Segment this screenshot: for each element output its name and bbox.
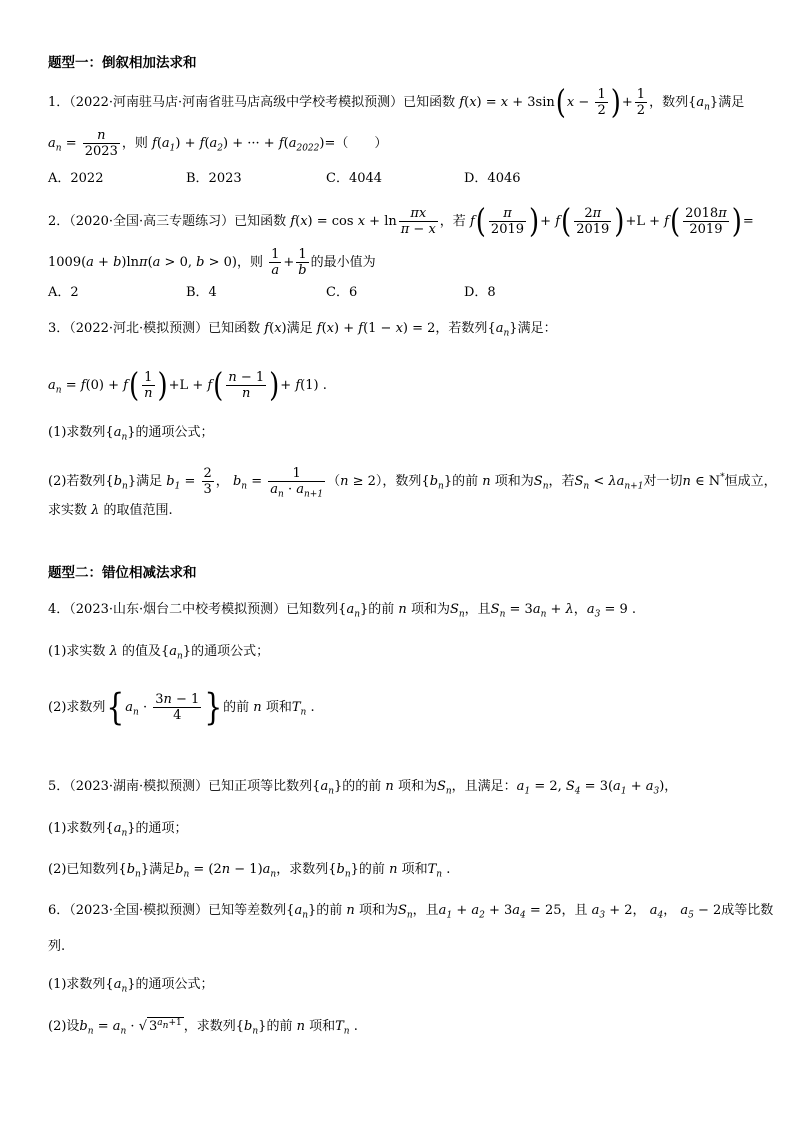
q1-choice-a: A．2022 bbox=[48, 171, 104, 186]
question-4-part-1: (1)求实数 λ 的值及$\{a_n\}$的通项公式； bbox=[48, 644, 270, 662]
question-5-part-1: (1)求数列$\{a_n\}$的通项； bbox=[48, 821, 188, 839]
question-3-line-1: 3．（2022·河北·模拟预测）已知函数 f(x)满足 f(x) + f(1 − x) = 2，若数列$\{a_n\}$满足： bbox=[48, 321, 557, 339]
question-3-part-2-cont: 求实数 λ 的取值范围. bbox=[48, 503, 173, 518]
question-2-line-2: 1009(a + b)lnπ(a > 0, b > 0)，则 $\frac{1}{a}$ + $\frac{1}{b}$ 的最小值为 bbox=[48, 247, 376, 278]
question-6-line-2: 列. bbox=[48, 939, 66, 954]
section-title-1: 题型一：倒叙相加法求和 bbox=[48, 55, 197, 71]
q1-choice-c: C．4044 bbox=[326, 171, 383, 186]
question-5-line-1: 5．（2023·湖南·模拟预测）已知正项等比数列$\{a_n\}$的的前 n 项和为$S_n$，且满足：$a_1 = 2$, $S_4 = 3(a_1 + a_3)$， bbox=[48, 779, 678, 797]
q2-choice-b: B．4 bbox=[186, 285, 217, 300]
question-1-line-2: $a_n$ = $\frac{n}{2023}$ ，则 $f(a_1) + f(a_2)$ + ··· + $f(a_{2022})=$（ ） bbox=[48, 128, 388, 159]
q3-functional-eq: f(x) + f(1 − x) = 2 bbox=[316, 321, 436, 336]
q2-equation: 1009(a + b)lnπ(a > 0, b > 0) bbox=[48, 255, 237, 270]
question-6-part-1: (1)求数列$\{a_n\}$的通项公式； bbox=[48, 977, 214, 995]
question-6-line-1: 6．（2023·全国·模拟预测）已知等差数列$\{a_n\}$的前 n 项和为$S_n$，且$a_1 + a_2 + 3a_4 = 25$，且 $a_3 + 2$， $a_4$， $a_5 - 2$成等比数 bbox=[48, 903, 774, 921]
q3-sequence-def: $a_n = f(0) + f$( $\frac{1}{n}$ )+L + f( $\frac{n - 1}{n}$ )+ f(1) . bbox=[48, 366, 327, 405]
section-title-2: 题型二：错位相减法求和 bbox=[48, 565, 197, 581]
question-6-part-2: (2)设$b_n = a_n$ · √ $3^{a_n+1}$ ，求数列$\{b_n\}$的前 n 项和$T_n$ . bbox=[48, 1017, 358, 1037]
q2-choice-a: A．2 bbox=[48, 285, 79, 300]
q1-choice-b: B．2023 bbox=[186, 171, 242, 186]
question-3-part-2: (2)若数列$\{b_n\}$满足 $b_1$ = $\frac{2}{3}$ ， $b_n$ = $\frac{1}{a_n \cdot a_{n+1}}$ （n ≥ 2），数列$\{b_n\}$的前 n 项和为$S_n$，若$S_n < \lambda a_{n+1}$对一切n ∈ N*恒成立， bbox=[48, 466, 777, 500]
q2-target-expr: $\frac{1}{a}$ + $\frac{1}{b}$ bbox=[271, 247, 307, 278]
question-4-line-1: 4．（2023·山东·烟台二中校考模拟预测）已知数列$\{a_n\}$的前 n 项和为$S_n$，且$S_n = 3a_n + \lambda$，$a_3 = 9$ . bbox=[48, 602, 637, 620]
q1-function-def: f(x) = x + 3sin(x − $\frac{1}{2}$ )+ $\frac{1}{2}$ bbox=[459, 83, 646, 122]
question-3-part-1: (1)求数列$\{a_n\}$的通项公式； bbox=[48, 425, 214, 443]
question-3-line-2 bbox=[48, 366, 327, 405]
q1-sum-expr: $f(a_1) + f(a_2)$ + ··· + $f(a_{2022})$ bbox=[152, 136, 325, 154]
q1-choice-d: D．4046 bbox=[464, 171, 521, 186]
q2-choice-d: D．8 bbox=[464, 285, 496, 300]
q2-sum-expr: f( $\frac{\pi}{2019}$ )+ f( $\frac{2\pi}{2019}$ )+L + f( $\frac{2018\pi}{2019}$ )= bbox=[469, 202, 754, 241]
question-4-part-2: (2)求数列{$a_n$ · $\frac{3n - 1}{4}$ }的前 n 项和$T_n$ . bbox=[48, 685, 315, 729]
question-1-line-1: 1．（2022·河南驻马店·河南省驻马店高级中学校考模拟预测）已知函数 f(x) = x + 3sin(x − $\frac{1}{2}$ )+ $\frac{1}{2}$ ，数列$\{a_n\}$满足 bbox=[48, 83, 745, 122]
q2-choice-c: C．6 bbox=[326, 285, 358, 300]
q1-sequence-def: $a_n$ = $\frac{n}{2023}$ bbox=[48, 128, 118, 159]
question-5-part-2: (2)已知数列$\{b_n\}$满足$b_n = (2n - 1)a_n$，求数列$\{b_n\}$的前 n 项和$T_n$ . bbox=[48, 862, 451, 880]
question-2-line-1: 2．（2020·全国·高三专题练习）已知函数 f(x) = cos x + ln $\frac{\pi x}{\pi - x}$ ，若 f( $\frac{\pi}{2019}$ )+ f( $\frac{2\pi}{2019}$ )+L + f( $\frac{2018\pi}{2019}$ )= bbox=[48, 202, 754, 241]
q2-function-def: f(x) = cos x + ln $\frac{\pi x}{\pi - x}$ bbox=[290, 206, 436, 237]
